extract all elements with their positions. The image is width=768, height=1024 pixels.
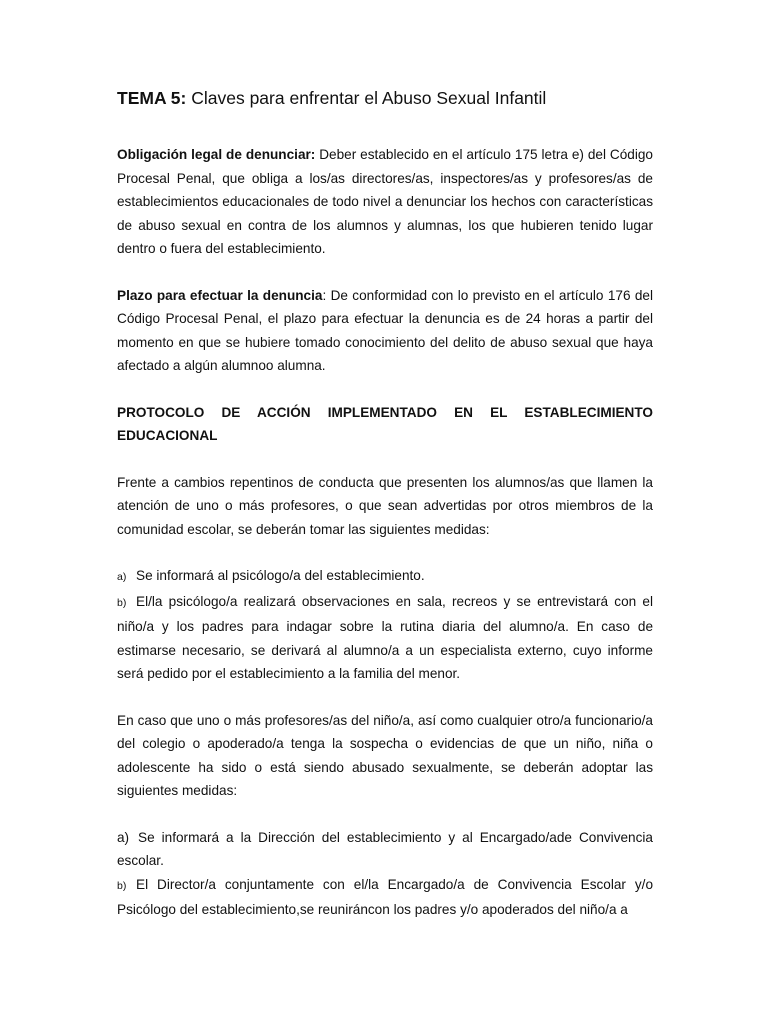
paragraph-frente: Frente a cambios repentinos de conducta que presenten los alumnos/as que llamen la atención de uno o más profesores, o que sean advertidas por otros miembros de la comunidad escolar, se deberán tomar las siguientes medidas: <box>117 474 653 537</box>
list2-item-a-text: Se informará a la Dirección del establecimiento y al Encargado/ade Convivencia escolar. <box>117 829 653 868</box>
paragraph-plazo <box>117 284 653 378</box>
list2-item-b <box>117 873 653 922</box>
list1-item-b <box>117 590 653 686</box>
list2-item-b-marker: b) <box>117 879 127 892</box>
list2-item-a <box>117 826 653 873</box>
document-page <box>117 86 653 922</box>
title-tema: TEMA 5: <box>117 88 187 108</box>
plazo-label: Plazo para efectuar la denuncia <box>117 287 323 303</box>
paragraph-obligacion <box>117 143 653 261</box>
plazo-text: : De conformidad con lo previsto en el artículo 176 del Código Procesal Penal, el plazo para efectuar la denuncia es de 24 horas a partir del momento en que se hubiere tomado conocimiento del delito de abuso sexual que haya afectado a algún alumnoo alumna. <box>117 287 653 373</box>
paragraph-encaso: En caso que uno o más profesores/as del niño/a, así como cualquier otro/a funcionario/a del colegio o apoderado/a tenga la sospecha o evidencias de que un niño, niña o adolescente ha sido o está siendo abusado sexualmente, se deberán adoptar las siguientes medidas: <box>117 712 653 798</box>
list1-item-a-marker: a) <box>117 571 127 583</box>
obligacion-label: Obligación legal de denunciar: <box>117 147 316 162</box>
obligacion-text: Deber establecido en el artículo 175 letra e) del Código Procesal Penal, que obliga a los/as directores/as, inspectores/as y profesores/as de establecimientos educacionales de todo nivel a denunciar los hechos con características de abuso sexual en contra de los alumnos y alumnas, los que hubieren tenido lugar dentro o fuera del establecimiento. <box>117 147 653 256</box>
list1-item-a <box>117 564 653 590</box>
list1-item-b-text: El/la psicólogo/a realizará observaciones en sala, recreos y se entrevistará con el niño/a y los padres para indagar sobre la rutina diaria del alumno/a. En caso de estimarse necesario, se derivará al alumno/a a un especialista externo, cuyo informe será pedido por el establecimiento a la familia del menor. <box>117 593 653 681</box>
list2-item-b-text: El Director/a conjuntamente con el/la Encargado/a de Convivencia Escolar y/o Psicólogo del establecimiento,se reuniráncon los padres y/o apoderados del niño/a a <box>117 876 653 917</box>
list2-item-a-marker: a) <box>117 829 130 845</box>
document-title <box>117 86 653 110</box>
list1-item-a-text: Se informará al psicólogo/a del establecimiento. <box>136 568 425 583</box>
title-text: Claves para enfrentar el Abuso Sexual Infantil <box>186 88 547 108</box>
protocolo-heading: PROTOCOLO DE ACCIÓN IMPLEMENTADO EN EL ESTABLECIMIENTO EDUCACIONAL <box>117 404 653 443</box>
list1-item-b-marker: b) <box>117 596 127 609</box>
